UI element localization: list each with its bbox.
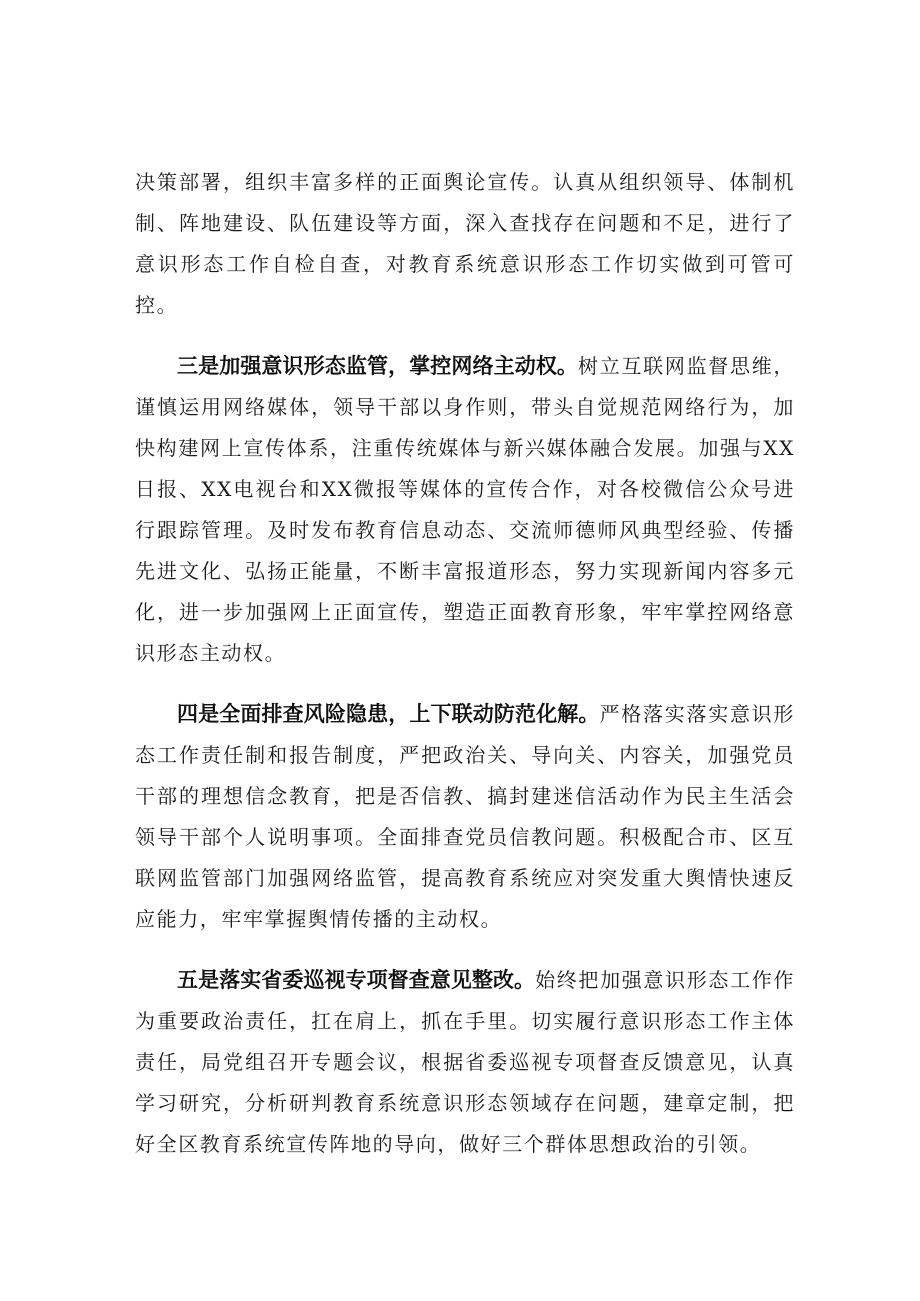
paragraph-continuation [135,162,795,326]
paragraph-item-4 [135,694,795,940]
paragraph-heading: 三是加强意识形态监管，掌控网络主动权。 [177,354,579,378]
paragraph-body: 严格落实落实意识形态工作责任制和报告制度，严把政治关、导向关、内容关，加强党员干部的理想信念教育，把是否信教、搞封建迷信活动作为民主生活会领导干部个人说明事项。全面排查党员信教问题。积极配合市、区互联网监管部门加强网络监管，提高教育系统应对突发重大舆情快速反应能力，牢牢掌握舆情传播的主动权。 [135,702,796,931]
paragraph-item-3 [135,346,795,674]
paragraph-heading: 四是全面排查风险隐患，上下联动防范化解。 [177,702,600,726]
paragraph-body: 始终把加强意识形态工作作为重要政治责任，扛在肩上，抓在手里。切实履行意识形态工作主体责任，局党组召开专题会议，根据省委巡视专项督查反馈意见，认真学习研究，分析研判教育系统意识形态领域存在问题，建章定制，把好全区教育系统宣传阵地的导向，做好三个群体思想政治的引领。 [135,968,795,1156]
paragraph-body: 决策部署，组织丰富多样的正面舆论宣传。认真从组织领导、体制机制、阵地建设、队伍建设等方面，深入查找存在问题和不足，进行了意识形态工作自检自查，对教育系统意识形态工作切实做到可管可控。 [135,170,795,317]
paragraph-item-5 [135,960,795,1165]
paragraph-heading: 五是落实省委巡视专项督查意见整改。 [177,968,536,992]
paragraph-body: 树立互联网监督思维，谨慎运用网络媒体，领导干部以身作则，带头自觉规范网络行为，加快构建网上宣传体系，注重传统媒体与新兴媒体融合发展。加强与XX日报、XX电视台和XX微报等媒体的宣传合作，对各校微信公众号进行跟踪管理。及时发布教育信息动态、交流师德师风典型经验、传播先进文化、弘扬正能量，不断丰富报道形态，努力实现新闻内容多元化，进一步加强网上正面宣传，塑造正面教育形象，牢牢掌控网络意识形态主动权。 [135,354,796,665]
document-body [135,162,795,1185]
